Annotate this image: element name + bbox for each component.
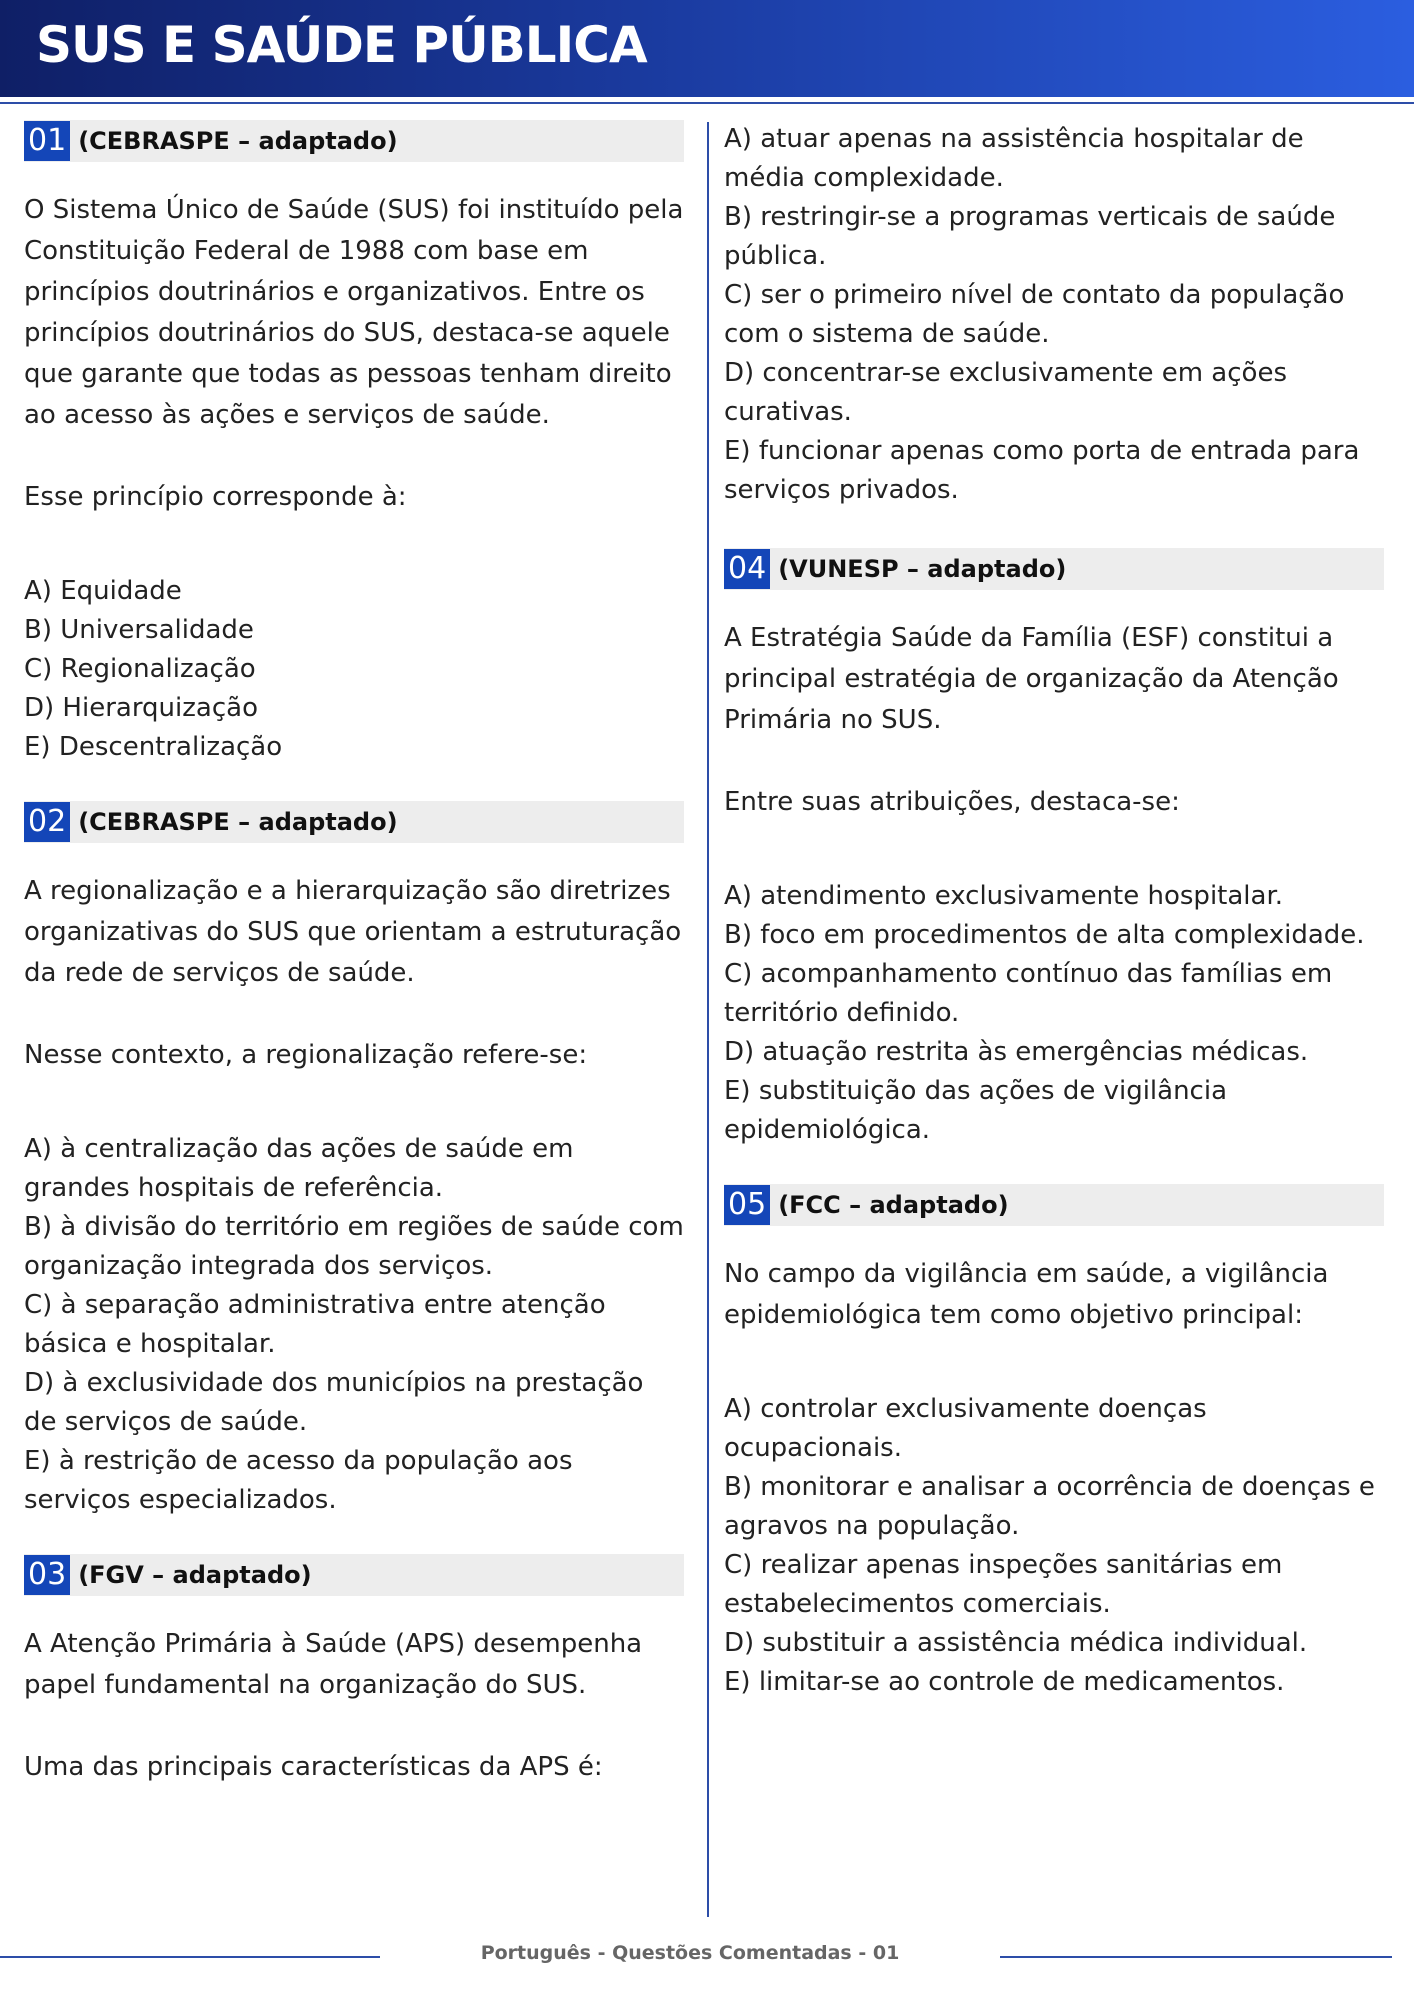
- answer-option: E) Descentralização: [24, 732, 283, 762]
- question-number: 05: [724, 1185, 770, 1225]
- answer-option: E) funcionar apenas como porta de entrada para serviços privados.: [724, 436, 1360, 505]
- column-divider: [707, 122, 709, 1917]
- answer-option: A) atendimento exclusivamente hospitalar.: [724, 881, 1284, 911]
- answer-options: [724, 120, 1384, 510]
- answer-options: [24, 1130, 684, 1520]
- answer-option: A) à centralização das ações de saúde em grandes hospitais de referência.: [24, 1134, 574, 1203]
- question-header: [24, 801, 684, 843]
- answer-options: [24, 572, 684, 767]
- answer-option: C) à separação administrativa entre atenção básica e hospitalar.: [24, 1290, 606, 1359]
- question-text: No campo da vigilância em saúde, a vigilância epidemiológica tem como objetivo principal:: [724, 1259, 1329, 1330]
- question-prompt: Uma das principais características da APS é:: [24, 1752, 603, 1782]
- answer-option: C) Regionalização: [24, 654, 256, 684]
- question-source: (CEBRASPE – adaptado): [78, 808, 398, 836]
- left-column: [24, 120, 684, 1842]
- answer-option: E) substituição das ações de vigilância epidemiológica.: [724, 1076, 1228, 1145]
- question-prompt: Esse princípio corresponde à:: [24, 482, 407, 512]
- answer-option: B) foco em procedimentos de alta complexidade.: [724, 920, 1365, 950]
- question-text: A Atenção Primária à Saúde (APS) desempenha papel fundamental na organização do SUS.: [24, 1629, 643, 1700]
- answer-option: A) Equidade: [24, 576, 182, 606]
- answer-option: D) substituir a assistência médica individual.: [724, 1628, 1308, 1658]
- answer-option: D) Hierarquização: [24, 693, 258, 723]
- question-text: O Sistema Único de Saúde (SUS) foi instituído pela Constituição Federal de 1988 com base em princípios doutrinários e organizativos. Entre os princípios doutrinários do SUS, destaca-se aquele que garante que todas as pessoas tenham direito ao acesso às ações e serviços de saúde.: [24, 195, 684, 430]
- answer-option: B) restringir-se a programas verticais de saúde pública.: [724, 202, 1336, 271]
- question-header: [724, 548, 1384, 590]
- question-header: [24, 120, 684, 162]
- question-number: 03: [24, 1555, 70, 1595]
- question-header: [724, 1184, 1384, 1226]
- question-number: 04: [724, 549, 770, 589]
- question-source: (VUNESP – adaptado): [778, 555, 1067, 583]
- answer-option: D) atuação restrita às emergências médicas.: [724, 1037, 1309, 1067]
- answer-option: A) atuar apenas na assistência hospitalar de média complexidade.: [724, 124, 1304, 193]
- answer-option: C) ser o primeiro nível de contato da população com o sistema de saúde.: [724, 280, 1345, 349]
- question-header: [24, 1554, 684, 1596]
- answer-options: [724, 877, 1384, 1150]
- question-prompt: Nesse contexto, a regionalização refere-se:: [24, 1040, 588, 1070]
- page-footer: Português - Questões Comentadas - 01: [480, 1942, 900, 1964]
- question-number: 02: [24, 802, 70, 842]
- answer-option: A) controlar exclusivamente doenças ocupacionais.: [724, 1394, 1207, 1463]
- answer-option: B) à divisão do território em regiões de saúde com organização integrada dos serviços.: [24, 1212, 684, 1281]
- answer-option: D) à exclusividade dos municípios na prestação de serviços de saúde.: [24, 1368, 644, 1437]
- question-source: (FGV – adaptado): [78, 1561, 312, 1589]
- answer-option: B) monitorar e analisar a ocorrência de doenças e agravos na população.: [724, 1472, 1375, 1541]
- question-text: A Estratégia Saúde da Família (ESF) constitui a principal estratégia de organização da Atenção Primária no SUS.: [724, 623, 1339, 735]
- answer-option: E) à restrição de acesso da população aos serviços especializados.: [24, 1446, 573, 1515]
- question-number: 01: [24, 121, 70, 161]
- answer-option: D) concentrar-se exclusivamente em ações curativas.: [724, 358, 1287, 427]
- footer-divider-right: [1000, 1956, 1392, 1958]
- answer-option: C) realizar apenas inspeções sanitárias em estabelecimentos comerciais.: [724, 1550, 1283, 1619]
- footer-divider-left: [0, 1956, 380, 1958]
- question-prompt: Entre suas atribuições, destaca-se:: [724, 787, 1180, 817]
- page-header: [0, 0, 1414, 97]
- answer-option: E) limitar-se ao controle de medicamentos.: [724, 1667, 1285, 1697]
- question-source: (FCC – adaptado): [778, 1191, 1009, 1219]
- answer-option: C) acompanhamento contínuo das famílias em território definido.: [724, 959, 1333, 1028]
- header-divider: [0, 102, 1414, 104]
- right-column: [724, 120, 1384, 1736]
- question-source: (CEBRASPE – adaptado): [78, 127, 398, 155]
- answer-options: [724, 1390, 1384, 1702]
- question-text: A regionalização e a hierarquização são diretrizes organizativas do SUS que orientam a estruturação da rede de serviços de saúde.: [24, 876, 682, 988]
- answer-option: B) Universalidade: [24, 615, 254, 645]
- page-title: SUS E SAÚDE PÚBLICA: [36, 16, 647, 74]
